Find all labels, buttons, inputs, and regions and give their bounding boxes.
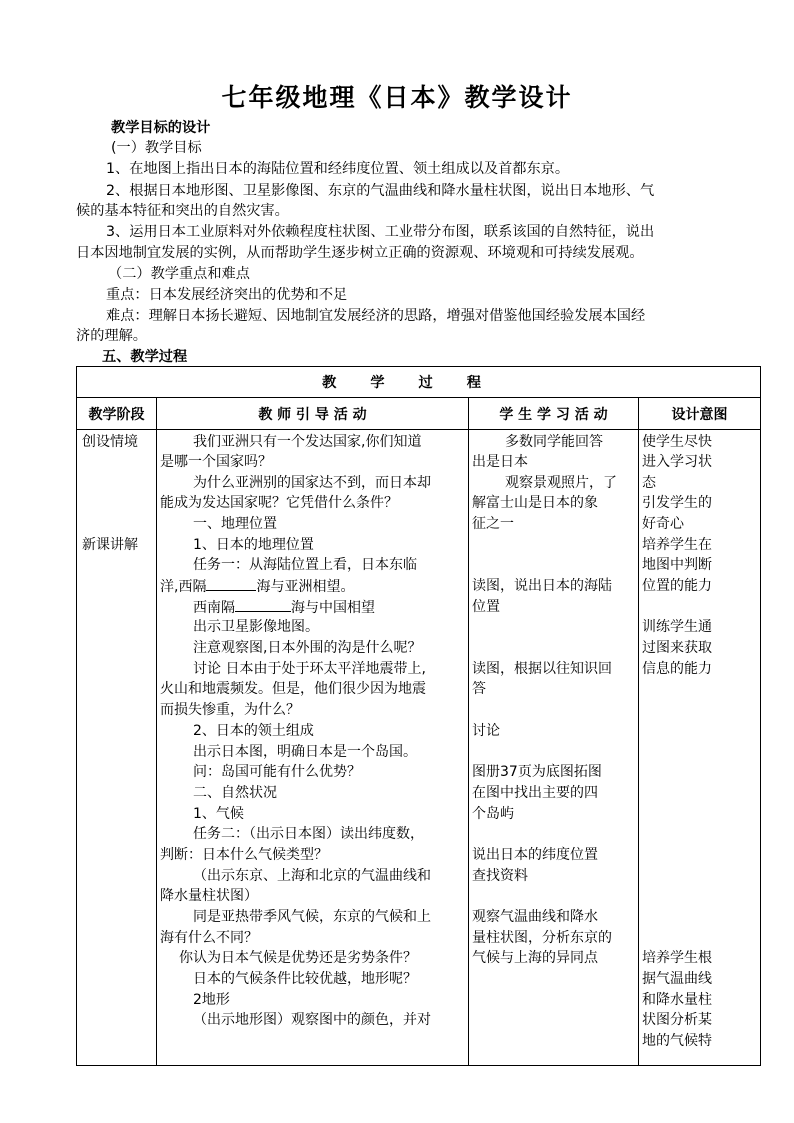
stage-new-lesson: 新课讲解 xyxy=(82,537,138,553)
teacher-line: 降水量柱状图） xyxy=(160,888,258,904)
student-line: 解富士山是日本的象 xyxy=(472,495,598,511)
teacher-line: 海有什么不同？ xyxy=(160,930,258,946)
intent-line: 使学生尽快 xyxy=(642,434,712,450)
teacher-line: 为什么亚洲别的国家达不到，而日本却 xyxy=(193,475,431,491)
teacher-line: 出示日本图，明确日本是一个岛国。 xyxy=(193,744,417,760)
teacher-text: 海与中国相望 xyxy=(291,600,375,616)
teacher-text: 西南隔 xyxy=(193,600,235,616)
design-intent-cell xyxy=(639,430,761,1066)
student-line: 气候与上海的异同点 xyxy=(472,950,598,966)
student-line: 读图，说出日本的海陆 xyxy=(472,578,612,594)
goal-1: 1、在地图上指出日本的海陆位置和经纬度位置、领土组成以及首都东京。 xyxy=(106,161,570,177)
student-line: 读图，根据以往知识回 xyxy=(472,661,612,677)
intent-line: 和降水量柱 xyxy=(642,992,712,1008)
goal-3-line-2: 日本因地制宜发展的实例，从而帮助学生逐步树立正确的资源观、环境观和可持续发展观。 xyxy=(76,245,644,261)
intent-line: 地图中判断 xyxy=(642,557,712,573)
goal-3-line-1: 3、运用日本工业原料对外依赖程度柱状图、工业带分布图，联系该国的自然特征，说出 xyxy=(106,224,655,240)
student-line: 个岛屿 xyxy=(472,806,514,822)
fill-blank xyxy=(206,576,256,591)
teacher-line: 二、自然状况 xyxy=(193,785,277,801)
student-line: 图册37页为底图拓图 xyxy=(472,764,602,780)
section-heading-objectives: 教学目标的设计 xyxy=(111,120,211,136)
teacher-line: （出示东京、上海和北京的气温曲线和 xyxy=(193,868,431,884)
subheading-key-points: （二）教学重点和难点 xyxy=(108,266,250,282)
student-line: 位置 xyxy=(472,599,500,615)
student-line: 出是日本 xyxy=(472,454,528,470)
teacher-line: 同是亚热带季风气候，东京的气候和上 xyxy=(193,909,431,925)
student-line: 量柱状图，分析东京的 xyxy=(472,930,612,946)
difficulty-line-2: 济的理解。 xyxy=(76,328,147,344)
teacher-line: 日本的气候条件比较优越，地形呢？ xyxy=(193,971,417,987)
teacher-line: （出示地形图）观察图中的颜色，并对 xyxy=(193,1012,431,1028)
teacher-line: 一、地理位置 xyxy=(193,516,277,532)
teacher-line: 2、日本的领土组成 xyxy=(193,723,314,739)
intent-line: 态 xyxy=(642,475,656,491)
intent-line: 训练学生通 xyxy=(642,619,712,635)
subheading-goals: (一）教学目标 xyxy=(111,140,202,156)
teacher-line: 任务一：从海陆位置上看，日本东临 xyxy=(193,557,417,573)
intent-line: 过图来获取 xyxy=(642,640,712,656)
teacher-line-fill-blank xyxy=(160,576,354,597)
intent-line: 信息的能力 xyxy=(642,661,712,677)
difficulty-line-1: 难点：理解日本扬长避短、因地制宜发展经济的思路，增强对借鉴他国经验发展本国经 xyxy=(106,308,646,324)
teacher-line: 2地形 xyxy=(193,992,230,1008)
student-activity-cell xyxy=(469,430,639,1066)
teacher-line: 能成为发达国家呢？它凭借什么条件？ xyxy=(160,495,398,511)
teacher-activity-cell xyxy=(157,430,469,1066)
teacher-text: 海与亚洲相望。 xyxy=(256,579,355,595)
student-line: 多数同学能回答 xyxy=(505,434,603,450)
teacher-line-fill-blank xyxy=(193,597,375,618)
intent-line: 位置的能力 xyxy=(642,578,712,594)
goal-2-line-1: 2、根据日本地形图、卫星影像图、东京的气温曲线和降水量柱状图，说出日本地形、气 xyxy=(106,183,655,199)
section-heading-process: 五、教学过程 xyxy=(102,349,188,365)
intent-line: 地的气候特 xyxy=(642,1033,712,1049)
teacher-line: 问：岛国可能有什么优势？ xyxy=(193,764,361,780)
intent-line: 据气温曲线 xyxy=(642,971,712,987)
teacher-line: 我们亚洲只有一个发达国家,你们知道 xyxy=(193,434,422,450)
stage-cell xyxy=(77,430,157,1066)
teacher-line: 1、日本的地理位置 xyxy=(193,537,314,553)
student-line: 观察景观照片，了 xyxy=(505,475,617,491)
intent-line: 进入学习状 xyxy=(642,454,712,470)
teacher-line: 出示卫星影像地图。 xyxy=(193,619,319,635)
teacher-line: 1、气候 xyxy=(193,806,244,822)
teacher-line: 注意观察图,日本外围的沟是什么呢？ xyxy=(193,640,422,656)
column-header-student: 学 生 学 习 活 动 xyxy=(469,398,639,430)
student-line: 查找资料 xyxy=(472,868,528,884)
intent-line: 状图分析某 xyxy=(642,1012,712,1028)
fill-blank xyxy=(235,597,291,612)
key-point: 重点：日本发展经济突出的优势和不足 xyxy=(106,287,348,303)
teacher-line: 你认为日本气候是优势还是劣势条件？ xyxy=(179,950,417,966)
teacher-line: 判断：日本什么气候类型？ xyxy=(160,847,328,863)
intent-line: 培养学生根 xyxy=(642,950,712,966)
intent-line: 好奇心 xyxy=(642,516,684,532)
student-line: 在图中找出主要的四 xyxy=(472,785,598,801)
page-title: 七年级地理《日本》教学设计 xyxy=(221,83,573,112)
student-line: 答 xyxy=(472,681,486,697)
intent-line: 培养学生在 xyxy=(642,537,712,553)
intent-line: 引发学生的 xyxy=(642,495,712,511)
teaching-process-table xyxy=(76,366,761,1066)
teacher-text: 洋,西隔 xyxy=(160,579,207,595)
student-line: 观察气温曲线和降水 xyxy=(472,909,598,925)
column-header-teacher: 教 师 引 导 活 动 xyxy=(157,398,469,430)
column-header-intent: 设计意图 xyxy=(639,398,761,430)
table-header-text: 教学过程 xyxy=(322,375,515,391)
teacher-line: 而损失惨重，为什么？ xyxy=(160,702,300,718)
goal-2-line-2: 候的基本特征和突出的自然灾害。 xyxy=(76,203,289,219)
teacher-line: 是哪一个国家吗？ xyxy=(160,454,272,470)
teacher-line: 火山和地震频发。但是，他们很少因为地震 xyxy=(160,681,426,697)
column-header-stage: 教学阶段 xyxy=(77,398,157,430)
teacher-line: 讨论 日本由于处于环太平洋地震带上, xyxy=(193,661,426,677)
table-header xyxy=(77,367,761,398)
teacher-line: 任务二：（出示日本图）读出纬度数， xyxy=(193,826,424,842)
stage-create-scenario: 创设情境 xyxy=(82,434,138,450)
student-line: 说出日本的纬度位置 xyxy=(472,847,598,863)
student-line: 讨论 xyxy=(472,723,500,739)
student-line: 征之一 xyxy=(472,516,514,532)
